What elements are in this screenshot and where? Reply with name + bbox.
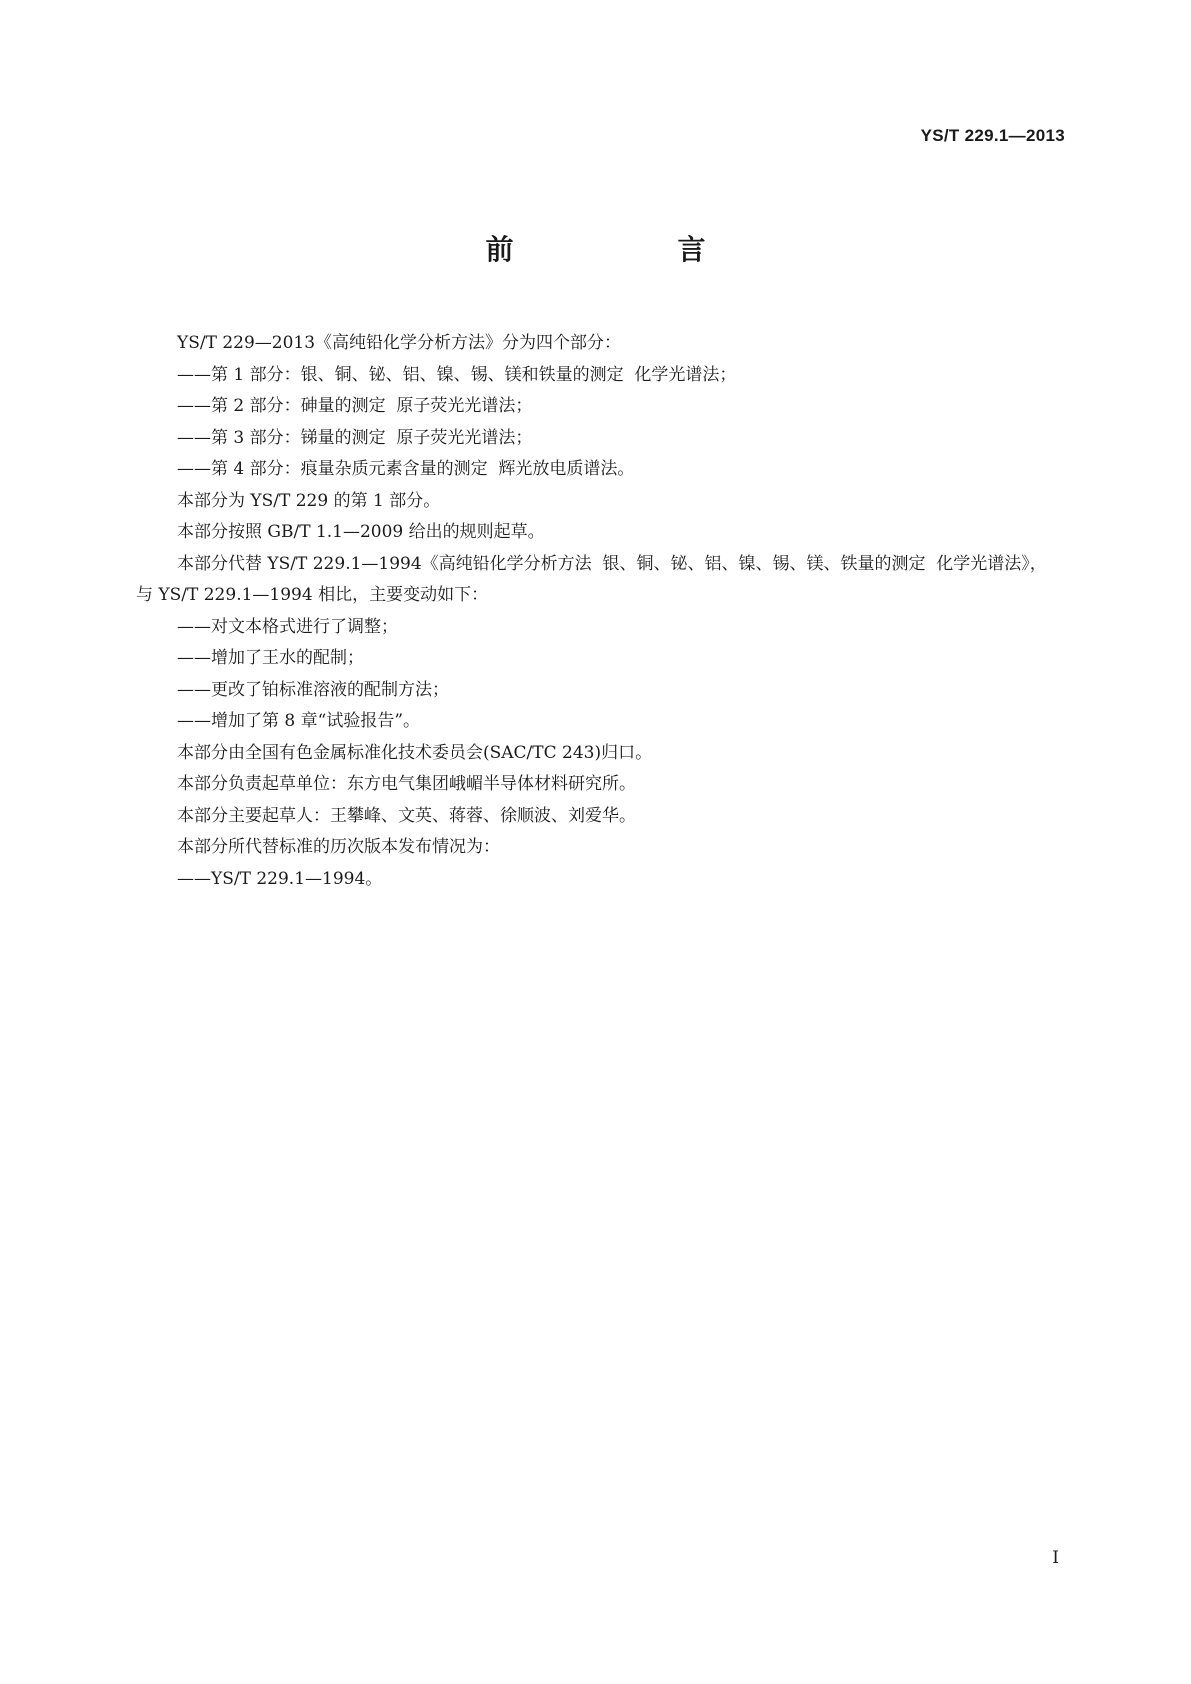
standard-code: YS/T 229.1—2013: [920, 126, 1065, 145]
paragraph: 本部分代替 YS/T 229.1—1994《高纯铅化学分析方法 银、铜、铋、铝、镍、锡、镁、铁量的测定 化学光谱法》，与 YS/T 229.1—1994 相比，主要变动如下：: [136, 553, 1047, 605]
paragraph: ——更改了铂标准溶液的配制方法；: [177, 679, 449, 700]
paragraph: ——增加了第 8 章“试验报告”。: [177, 711, 421, 731]
paragraph: YS/T 229—2013《高纯铅化学分析方法》分为四个部分：: [177, 333, 622, 353]
paragraph: 本部分所代替标准的历次版本发布情况为：: [177, 837, 500, 857]
paragraph: 本部分为 YS/T 229 的第 1 部分。: [177, 490, 441, 511]
paragraph: ——增加了王水的配制；: [177, 648, 364, 668]
paragraph: 本部分负责起草单位：东方电气集团峨嵋半导体材料研究所。: [177, 774, 636, 794]
paragraph: ——第 3 部分：锑量的测定 原子荧光光谱法；: [177, 427, 533, 448]
paragraph: 本部分按照 GB/T 1.1—2009 给出的规则起草。: [177, 522, 545, 542]
paragraph: ——第 4 部分：痕量杂质元素含量的测定 辉光放电质谱法。: [177, 459, 635, 479]
paragraph: 本部分由全国有色金属标准化技术委员会(SAC/TC 243)归口。: [177, 742, 653, 763]
page-title: 前 言: [485, 233, 742, 266]
paragraph: ——第 1 部分：银、铜、铋、铝、镍、锡、镁和铁量的测定 化学光谱法；: [177, 364, 737, 385]
paragraph: ——第 2 部分：砷量的测定 原子荧光光谱法；: [177, 396, 533, 416]
foreword-body: [136, 328, 1060, 895]
page-number: I: [1052, 1548, 1059, 1568]
paragraph: ——对文本格式进行了调整；: [177, 616, 398, 637]
paragraph: 本部分主要起草人：王攀峰、文英、蒋蓉、徐顺波、刘爱华。: [177, 805, 636, 826]
paragraph: ——YS/T 229.1—1994。: [177, 868, 383, 889]
